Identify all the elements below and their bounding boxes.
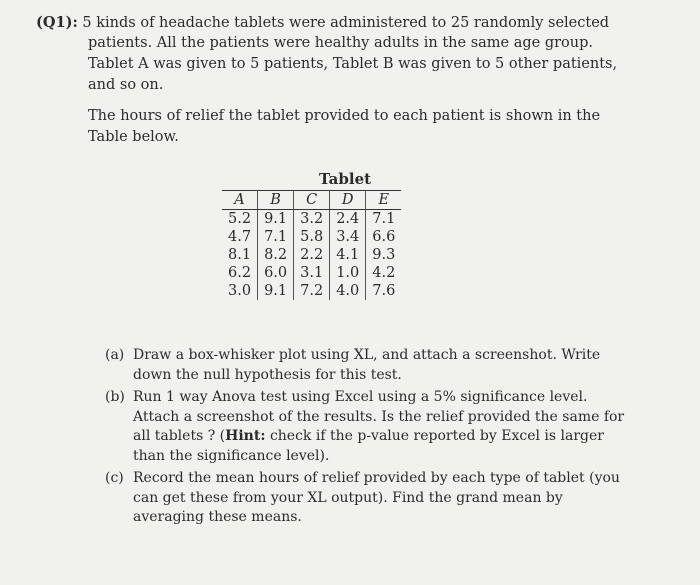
header-cell: B [258,191,294,210]
header-cell: C [294,191,330,210]
table-cell: 8.1 [222,246,258,264]
part-text: Draw a box-whisker plot using XL, and attach a screenshot. Write down the null hypothesis for this test. [133,347,601,383]
part-text: Record the mean hours of relief provided by each type of tablet (you can get these from your XL output). Find the grand mean by averaging these means. [133,470,620,525]
table-cell: 6.2 [222,264,258,282]
part-c [105,469,635,528]
table-cell: 4.1 [330,246,366,264]
table-cell: 8.2 [258,246,294,264]
question-header [36,12,636,34]
tablet-table [222,190,401,300]
table-cell: 7.1 [258,228,294,246]
part-label: (a) [105,347,125,363]
table-cell: 4.2 [372,265,396,281]
part-a [105,346,635,385]
table-title: Tablet [318,170,372,188]
header-cell: A [222,191,258,210]
question-parts [105,346,635,531]
table-cell: 4.0 [330,282,366,300]
table-cell: 4.7 [222,228,258,246]
table-row [222,246,401,264]
question-body: patients. All the patients were healthy adults in the same age group. Tablet A was given to 5 patients, Tablet B was given to 5 other patients, and so on. [88,35,618,93]
question-line1: 5 kinds of headache tablets were administered to 25 randomly selected [82,15,610,31]
question-paragraph-2: The hours of relief the tablet provided to each patient is shown in the Table below. [88,108,601,145]
part-text-after: check if the p-value reported by Excel is larger than the significance level). [133,428,604,464]
part-label: (b) [105,389,125,405]
tablet-table-container [222,170,454,300]
part-b [105,388,635,466]
header-cell: D [330,191,366,210]
table-cell: 7.6 [372,283,396,299]
table-row [222,282,401,300]
table-cell: 7.1 [372,211,396,227]
table-cell: 3.4 [330,228,366,246]
part-label: (c) [105,470,124,486]
table-cell: 3.1 [294,264,330,282]
table-cell: 3.2 [294,210,330,229]
table-cell: 9.1 [258,282,294,300]
table-cell: 2.2 [294,246,330,264]
table-cell: 2.4 [330,210,366,229]
table-cell: 5.8 [294,228,330,246]
table-cell: 6.0 [258,264,294,282]
table-cell: 7.2 [294,282,330,300]
part-text [133,388,635,466]
part-text-before: Run 1 way Anova test using Excel using a 5% significance level. Attach a screenshot of the results. Is the relief provided the same for all tablets ? ( [133,389,625,444]
table-header-row [222,191,401,210]
table-cell: 9.1 [258,210,294,229]
hint-label: Hint: [225,428,266,444]
table-cell: 5.2 [222,210,258,229]
question-label: (Q1): [36,14,78,31]
table-cell: 1.0 [330,264,366,282]
table-row [222,210,401,229]
table-cell: 6.6 [372,229,396,245]
table-cell: 9.3 [372,247,396,263]
header-cell: E [366,191,402,210]
table-row [222,264,401,282]
table-row [222,228,401,246]
table-cell: 3.0 [222,282,258,300]
